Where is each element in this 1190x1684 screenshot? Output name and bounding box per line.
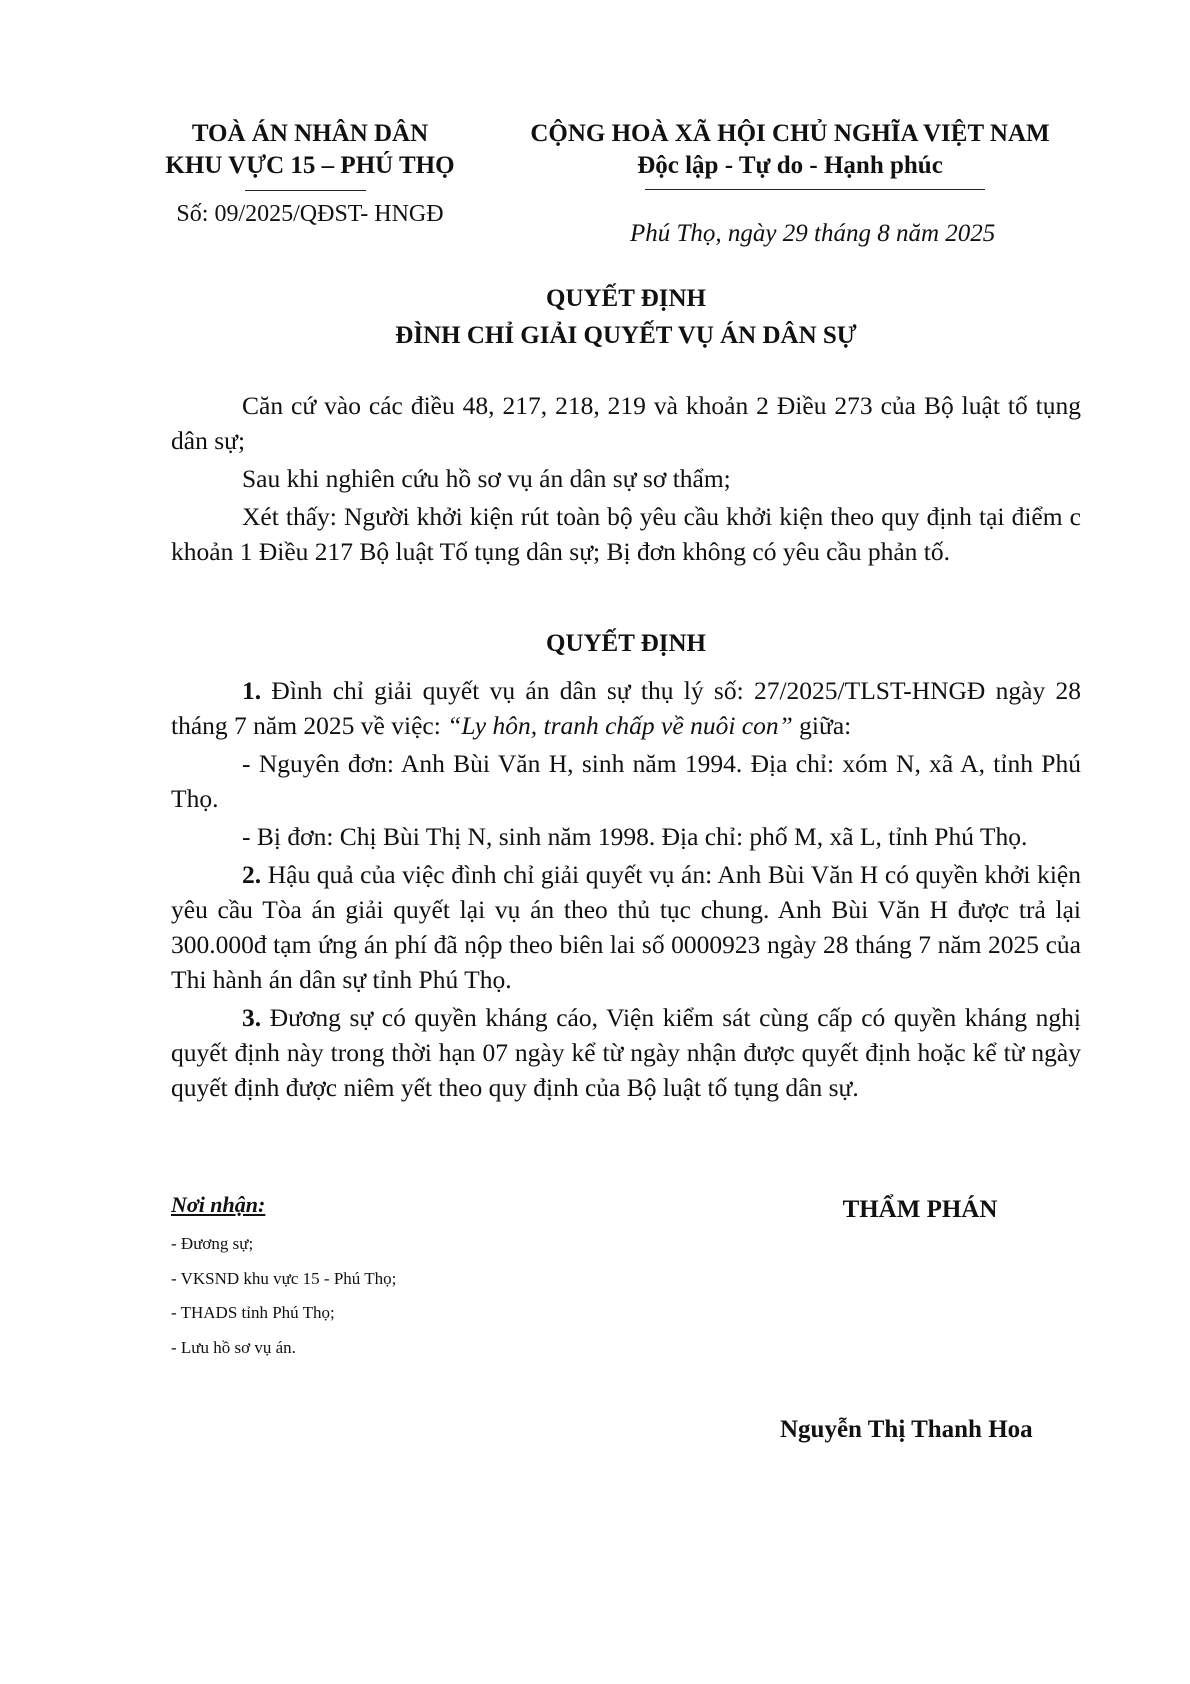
preamble-legal-basis: Căn cứ vào các điều 48, 217, 218, 219 và khoản 2 Điều 273 của Bộ luật tố tụng dân sự; xyxy=(171,391,1081,455)
item-1-case-subject: “Ly hôn, tranh chấp về nuôi con” xyxy=(447,711,793,740)
preamble-review: Sau khi nghiên cứu hồ sơ vụ án dân sự sơ thẩm; xyxy=(242,464,731,493)
item-3-number: 3. xyxy=(242,1003,262,1032)
signature-title: THẨM PHÁN xyxy=(842,1196,998,1223)
motto-underline xyxy=(645,189,985,190)
item-1-tail: giữa: xyxy=(792,711,852,740)
defendant-line: - Bị đơn: Chị Bùi Thị N, sinh năm 1998. Địa chỉ: phố M, xã L, tỉnh Phú Thọ. xyxy=(242,822,1028,851)
decision-item-3 xyxy=(171,1000,1081,1105)
national-motto: Độc lập - Tự do - Hạnh phúc xyxy=(637,152,943,179)
decision-body xyxy=(171,673,1081,1105)
recipients-heading: Nơi nhận: xyxy=(171,1192,266,1217)
item-2-text: Hậu quả của việc đình chỉ giải quyết vụ án: Anh Bùi Văn H có quyền khởi kiện yêu cầu Tòa án giải quyết lại vụ án theo thủ tục chung. Anh Bùi Văn H được trả lại 300.000đ tạm ứng án phí đã nộp theo biên lai số 0000923 ngày 28 tháng 7 năm 2025 của Thi hành án dân sự tỉnh Phú Thọ. xyxy=(171,860,1081,994)
court-underline xyxy=(245,190,366,191)
preamble xyxy=(171,388,1081,569)
decision-item-1 xyxy=(171,673,1081,743)
court-name-line2: KHU VỰC 15 – PHÚ THỌ xyxy=(165,152,455,179)
item-3-text: Đương sự có quyền kháng cáo, Viện kiểm sát cùng cấp có quyền kháng nghị quyết định này trong thời hạn 07 ngày kể từ ngày nhận được quyết định hoặc kể từ ngày quyết định được niêm yết theo quy định của Bộ luật tố tụng dân sự. xyxy=(171,1003,1081,1102)
plaintiff-line: - Nguyên đơn: Anh Bùi Văn H, sinh năm 1994. Địa chỉ: xóm N, xã A, tỉnh Phú Thọ. xyxy=(171,749,1081,813)
document-subtitle: ĐÌNH CHỈ GIẢI QUYẾT VỤ ÁN DÂN SỰ xyxy=(395,322,857,349)
item-1-number: 1. xyxy=(242,676,262,705)
decision-heading: QUYẾT ĐỊNH xyxy=(546,630,706,657)
place-date: Phú Thọ, ngày 29 tháng 8 năm 2025 xyxy=(630,220,996,247)
document-number: Số: 09/2025/QĐST- HNGĐ xyxy=(176,201,444,227)
document-title: QUYẾT ĐỊNH xyxy=(546,285,706,312)
recipient-item: - Lưu hồ sơ vụ án. xyxy=(171,1338,296,1357)
recipient-item: - THADS tỉnh Phú Thọ; xyxy=(171,1303,335,1322)
national-title: CỘNG HOÀ XÃ HỘI CHỦ NGHĨA VIỆT NAM xyxy=(530,120,1050,147)
judge-name: Nguyễn Thị Thanh Hoa xyxy=(780,1416,1033,1443)
recipient-item: - Đương sự; xyxy=(171,1234,254,1253)
recipient-item: - VKSND khu vực 15 - Phú Thọ; xyxy=(171,1269,397,1288)
item-2-number: 2. xyxy=(242,860,262,889)
court-name-line1: TOÀ ÁN NHÂN DÂN xyxy=(191,120,429,147)
preamble-consideration: Xét thấy: Người khởi kiện rút toàn bộ yêu cầu khởi kiện theo quy định tại điểm c khoản 1 Điều 217 Bộ luật Tố tụng dân sự; Bị đơn không có yêu cầu phản tố. xyxy=(171,502,1081,566)
item-1-text: Đình chỉ giải quyết vụ án dân sự thụ lý số: 27/2025/TLST-HNGĐ ngày 28 tháng 7 năm 2025 về việc: xyxy=(171,676,1081,740)
decision-item-2 xyxy=(171,857,1081,997)
